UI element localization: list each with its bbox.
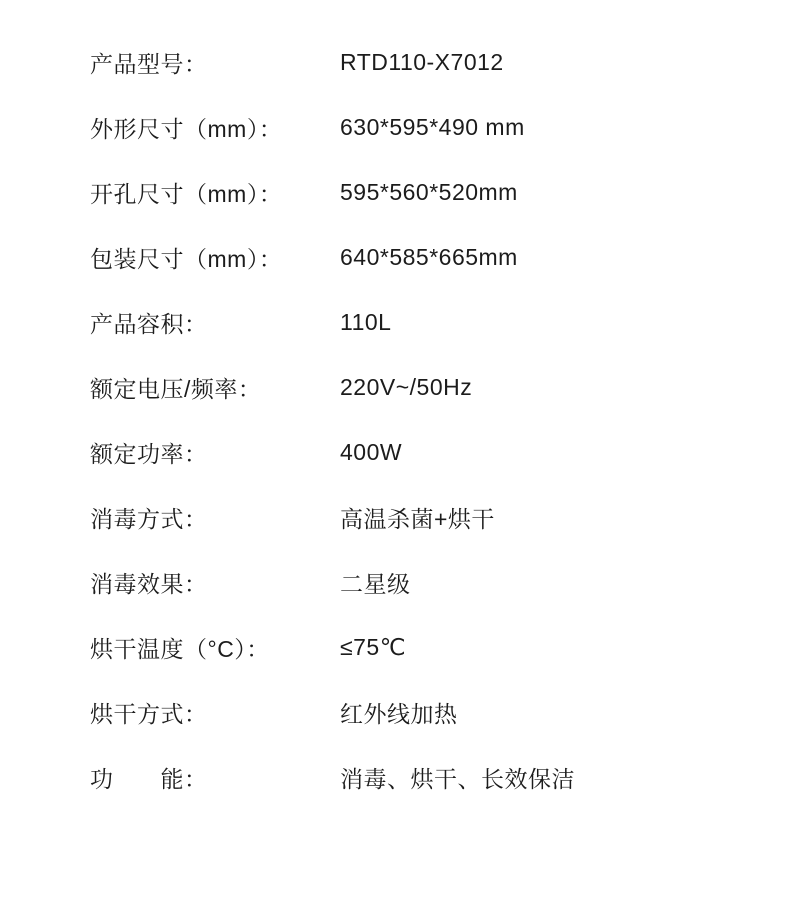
spec-label: 烘干温度（°C）： [90,636,270,662]
spec-value: 二星级 [340,571,411,597]
spec-value: 400W [340,439,403,465]
spec-label: 额定功率： [90,441,208,467]
table-row [0,550,790,615]
table-row [0,95,790,160]
spec-value: ≤75℃ [340,634,407,660]
spec-value: 消毒、烘干、长效保洁 [340,766,575,792]
spec-label: 烘干方式： [90,701,208,727]
table-row [0,30,790,95]
table-row [0,745,790,810]
table-row [0,680,790,745]
specification-table [0,30,790,810]
table-row [0,420,790,485]
spec-value: 高温杀菌+烘干 [340,506,495,532]
table-row [0,485,790,550]
table-row [0,290,790,355]
table-row [0,160,790,225]
table-row [0,225,790,290]
spec-label: 功 能： [90,766,208,792]
spec-label: 产品容积： [90,311,208,337]
spec-value: 红外线加热 [340,701,458,727]
specification-table-body [0,30,790,810]
table-row [0,355,790,420]
spec-label: 产品型号： [90,51,208,77]
spec-value: 630*595*490 mm [340,114,525,140]
spec-value: 640*585*665mm [340,244,518,270]
spec-label: 消毒效果： [90,571,208,597]
spec-value: 595*560*520mm [340,179,518,205]
spec-label: 包装尺寸（mm）： [90,246,283,272]
spec-label: 外形尺寸（mm）： [90,116,283,142]
spec-label: 开孔尺寸（mm）： [90,181,283,207]
spec-value: RTD110-X7012 [340,49,504,75]
spec-label: 消毒方式： [90,506,208,532]
spec-value: 110L [340,309,392,335]
spec-label: 额定电压/频率： [90,376,262,402]
spec-value: 220V~/50Hz [340,374,473,400]
table-row [0,615,790,680]
